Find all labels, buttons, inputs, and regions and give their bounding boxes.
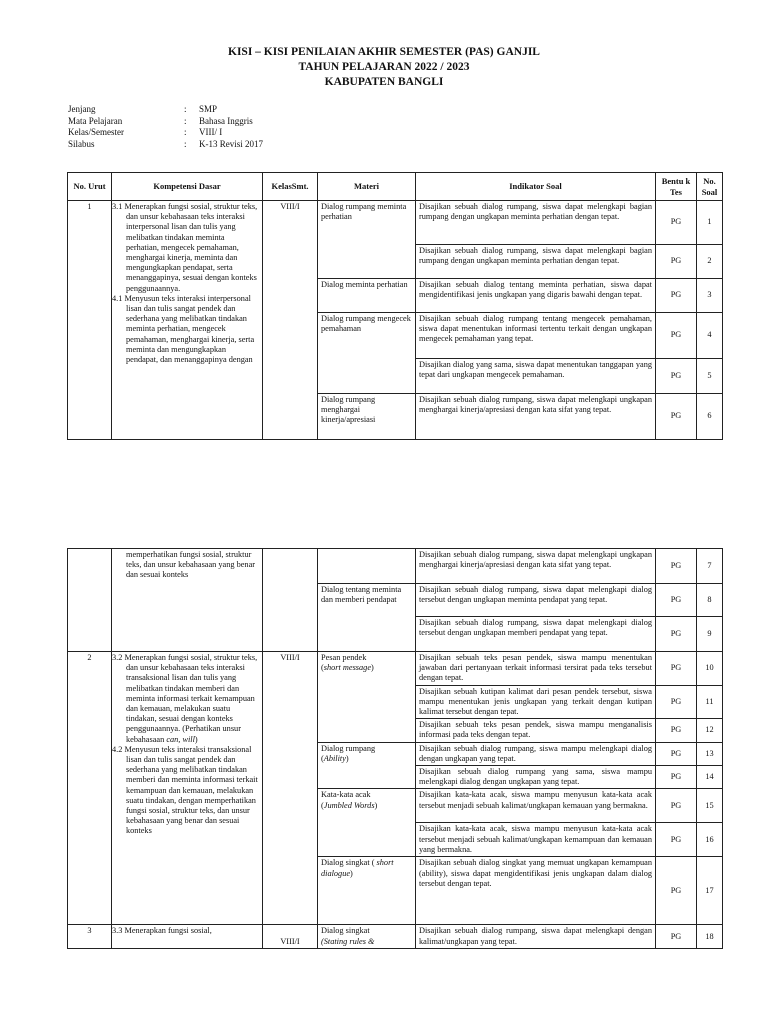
kd-3-1: 3.1 Menerapkan fungsi sosial, struktur teks, dan unsur kebahasaan teks interaksi interpersonal lisan dan tulis yang melibatkan tindakan meminta perhatian, mengecek pemahaman, menghargai kinerja, meminta dan mengungkapkan pendapat, serta menanggapinya, sesuai dengan konteks penggunaannya. (112, 202, 258, 293)
indikator-cell: Disajikan sebuah dialog rumpang, siswa mampu melengkapi dialog dengan ungkapan yang tepat. (416, 742, 656, 765)
kisi-table-page2 (67, 548, 723, 949)
no-soal-cell: 18 (697, 925, 723, 948)
no-soal-cell: 8 (697, 584, 723, 617)
indikator-cell: Disajikan sebuah dialog rumpang, siswa dapat melengkapi dialog tersebut dengan ungkapan memberi pendapat yang tepat. (416, 617, 656, 652)
bentuk-cell: PG (656, 823, 697, 857)
kd-cell (112, 652, 263, 925)
table-row (68, 652, 723, 686)
indikator-cell: Disajikan sebuah teks pesan pendek, siswa mampu menentukan jawaban dari pertanyaan terkait informasi tersirat pada teks tersebut dengan tepat. (416, 652, 656, 686)
materi-cell: Dialog singkat (Stating rules & (318, 925, 416, 948)
no-soal-cell: 3 (697, 279, 723, 313)
no-urut-cell: 3 (68, 925, 112, 948)
materi-cell: Kata-kata acak (Jumbled Words) (318, 789, 416, 857)
kd-cell: memperhatikan fungsi sosial, struktur teks, dan unsur kebahasaan yang benar dan sesuai konteks (112, 549, 263, 652)
kd-4-1: 4.1 Menyusun teks interaksi interpersonal lisan dan tulis sangat pendek dan sederhana yang melibatkan tindakan meminta perhatian, mengecek pemahaman, menghargai kinerja, serta meminta dan mengungkapkan pendapat, dan menanggapinya dengan (112, 293, 255, 365)
col-no-soal: No. Soal (697, 173, 723, 201)
no-soal-cell: 15 (697, 789, 723, 823)
materi-cell: Dialog tentang meminta dan memberi pendapat (318, 584, 416, 652)
indikator-cell: Disajikan sebuah kutipan kalimat dari pesan pendek tersebut, siswa mampu menentukan jenis ungkapan yang terkait dengan kutipan kalimat tersebut dengan tepat. (416, 685, 656, 719)
materi-cell: Dialog rumpang menghargai kinerja/apresiasi (318, 394, 416, 440)
table-row (68, 925, 723, 948)
bentuk-cell: PG (656, 766, 697, 789)
table-header-row (68, 173, 723, 201)
bentuk-cell: PG (656, 742, 697, 765)
indikator-cell: Disajikan sebuah dialog rumpang, siswa dapat melengkapi ungkapan menghargai kinerja/apresiasi dengan kata sifat yang tepat. (416, 394, 656, 440)
bentuk-cell: PG (656, 652, 697, 686)
no-soal-cell: 16 (697, 823, 723, 857)
indikator-cell: Disajikan sebuah dialog rumpang tentang mengecek pemahaman, siswa dapat menentukan informasi tertentu terkait dengan ungkapan mengecek pemahaman yang tepat. (416, 313, 656, 359)
kelas-cell: VIII/I (263, 652, 318, 925)
no-soal-cell: 7 (697, 549, 723, 584)
materi-cell: Dialog rumpang mengecek pemahaman (318, 313, 416, 394)
col-kompetensi: Kompetensi Dasar (112, 173, 263, 201)
kd-3-3: 3.3 Menerapkan fungsi sosial, (112, 926, 212, 936)
no-soal-cell: 10 (697, 652, 723, 686)
bentuk-cell: PG (656, 719, 697, 742)
table-row (68, 549, 723, 584)
info-row-jenjang: Jenjang : SMP (68, 104, 218, 114)
materi-cell: Pesan pendek (short message) (318, 652, 416, 743)
indikator-cell: Disajikan kata-kata acak, siswa mampu menyusun kata-kata acak tersebut menjadi sebuah kalimat/ungkapan kemampuan dan kemauan yang bermakna. (416, 823, 656, 857)
bentuk-cell: PG (656, 857, 697, 925)
bentuk-cell: PG (656, 359, 697, 394)
info-row-silabus: Silabus : K-13 Revisi 2017 (68, 138, 263, 149)
materi-cell: Dialog rumpang meminta perhatian (318, 201, 416, 279)
indikator-cell: Disajikan sebuah dialog rumpang, siswa dapat melengkapi dengan kalimat/ungkapan yang tepat. (416, 925, 656, 948)
bentuk-cell: PG (656, 685, 697, 719)
kd-4-2: 4.2 Menyusun teks interaksi transaksional lisan dan tulis sangat pendek dan sederhana yang melibatkan tindakan memberi dan meminta informasi terkait kemampuan dan kemauan, melakukan suatu tindakan, dengan memperhatikan fungsi sosial, struktur teks, dan unsur kebahasaan yang benar dan sesuai konteks (112, 744, 258, 836)
no-soal-cell: 14 (697, 766, 723, 789)
indikator-cell: Disajikan sebuah dialog rumpang, siswa dapat melengkapi dialog tersebut dengan ungkapan meminta pendapat yang tepat. (416, 584, 656, 617)
bentuk-cell: PG (656, 201, 697, 245)
kd-3-2: 3.2 Menerapkan fungsi sosial, struktur teks, dan unsur kebahasaan teks interaksi transaksional lisan dan tulis yang melibatkan tindakan memberi dan meminta informasi terkait kemampuan dan kemauan, melakukan suatu tindakan, sesuai dengan konteks penggunaannya. (Perhatikan unsur kebahasaan can, will) (112, 653, 258, 744)
bentuk-cell: PG (656, 549, 697, 584)
indikator-cell: Disajikan dialog yang sama, siswa dapat menentukan tanggapan yang tepat dari ungkapan mengecek pemahaman. (416, 359, 656, 394)
info-row-kelas: Kelas/Semester : VIII/ I (68, 127, 223, 137)
col-bentuk: Bentu k Tes (656, 173, 697, 201)
no-soal-cell: 5 (697, 359, 723, 394)
no-urut-cell: 1 (68, 201, 112, 440)
bentuk-cell: PG (656, 245, 697, 279)
table-row (68, 201, 723, 245)
no-soal-cell: 12 (697, 719, 723, 742)
no-soal-cell: 9 (697, 617, 723, 652)
bentuk-cell: PG (656, 617, 697, 652)
bentuk-cell: PG (656, 313, 697, 359)
materi-cell (318, 549, 416, 584)
doc-title-line2: TAHUN PELAJARAN 2022 / 2023 (298, 61, 470, 73)
materi-cell: Dialog rumpang (Ability) (318, 742, 416, 789)
bentuk-cell: PG (656, 789, 697, 823)
info-row-mapel: Mata Pelajaran : Bahasa Inggris (68, 115, 253, 126)
indikator-cell: Disajikan sebuah dialog rumpang, siswa dapat melengkapi bagian rumpang dengan ungkapan meminta perhatian dengan tepat. (416, 201, 656, 245)
no-soal-cell: 13 (697, 742, 723, 765)
materi-cell: Dialog singkat ( short dialogue) (318, 857, 416, 925)
doc-title-line3: KABUPATEN BANGLI (324, 76, 444, 88)
doc-title-line1: KISI – KISI PENILAIAN AKHIR SEMESTER (PAS) GANJIL (228, 46, 540, 58)
kd-cell (112, 201, 263, 440)
col-materi: Materi (318, 173, 416, 201)
indikator-cell: Disajikan kata-kata acak, siswa mampu menyusun kata-kata acak tersebut menjadi sebuah kalimat/ungkapan kemauan yang bermakna. (416, 789, 656, 823)
indikator-cell: Disajikan sebuah dialog rumpang, siswa dapat melengkapi ungkapan menghargai kinerja/apresiasi dengan kata sifat yang tepat. (416, 549, 656, 584)
kelas-cell (263, 549, 318, 652)
no-urut-cell (68, 549, 112, 652)
bentuk-cell: PG (656, 394, 697, 440)
kisi-table-page1 (67, 172, 723, 440)
no-soal-cell: 4 (697, 313, 723, 359)
no-urut-cell: 2 (68, 652, 112, 925)
kelas-cell: VIII/I (263, 925, 318, 948)
col-indikator: Indikator Soal (416, 173, 656, 201)
materi-cell: Dialog meminta perhatian (318, 279, 416, 313)
bentuk-cell: PG (656, 584, 697, 617)
indikator-cell: Disajikan sebuah dialog rumpang, siswa dapat melengkapi bagian rumpang dengan ungkapan meminta perhatian dengan tepat. (416, 245, 656, 279)
info-block (68, 104, 263, 150)
indikator-cell: Disajikan sebuah dialog rumpang yang sama, siswa mampu melengkapi dialog dengan ungkapan yang tepat. (416, 766, 656, 789)
bentuk-cell: PG (656, 925, 697, 948)
indikator-cell: Disajikan sebuah dialog singkat yang memuat ungkapan kemampuan (ability), siswa dapat mengidentifikasi jenis ungkapan dalam dialog tersebut dengan tepat. (416, 857, 656, 925)
no-soal-cell: 11 (697, 685, 723, 719)
no-soal-cell: 6 (697, 394, 723, 440)
no-soal-cell: 2 (697, 245, 723, 279)
bentuk-cell: PG (656, 279, 697, 313)
no-soal-cell: 1 (697, 201, 723, 245)
indikator-cell: Disajikan sebuah teks pesan pendek, siswa mampu menganalisis informasi pada teks dengan tepat. (416, 719, 656, 742)
indikator-cell: Disajikan sebuah dialog tentang meminta perhatian, siswa dapat mengidentifikasi jenis ungkapan yang digaris bawahi dengan tepat. (416, 279, 656, 313)
col-no-urut: No. Urut (68, 173, 112, 201)
no-soal-cell: 17 (697, 857, 723, 925)
kelas-cell: VIII/I (263, 201, 318, 440)
col-kelas: KelasSmt. (263, 173, 318, 201)
kd-cell (112, 925, 263, 948)
